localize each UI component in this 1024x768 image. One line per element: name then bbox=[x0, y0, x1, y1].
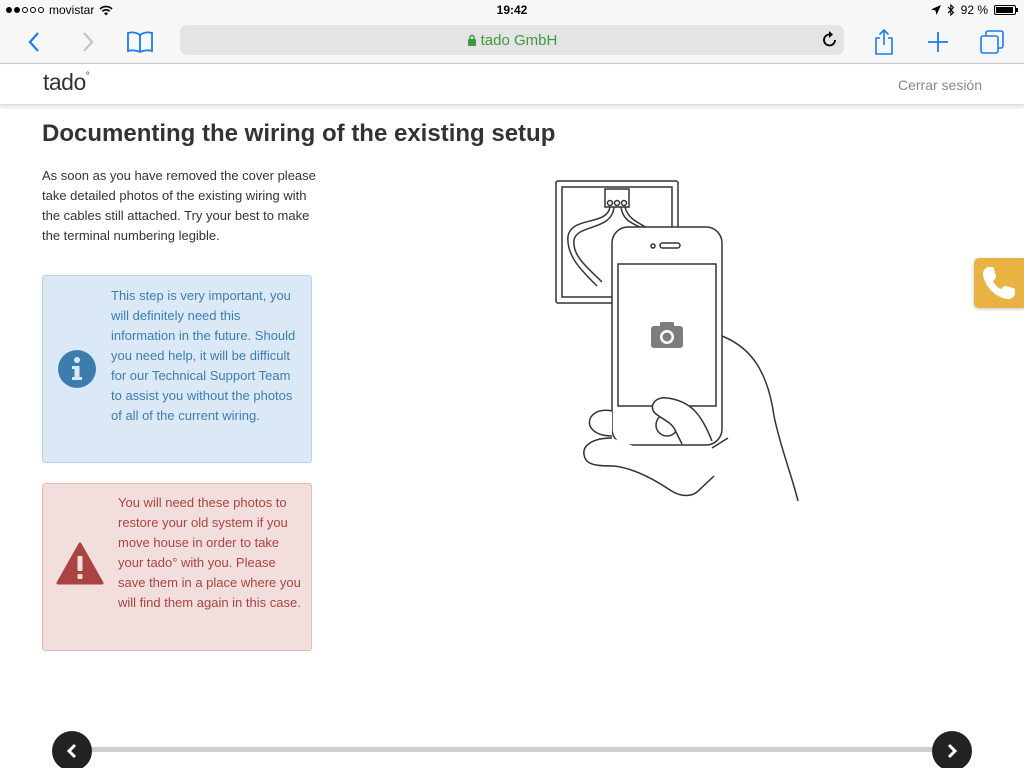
new-tab-button[interactable] bbox=[922, 26, 954, 58]
reload-button[interactable] bbox=[822, 30, 838, 53]
call-support-button[interactable] bbox=[974, 258, 1024, 308]
reload-icon bbox=[822, 30, 838, 48]
carrier-name: movistar bbox=[49, 3, 95, 17]
back-button[interactable] bbox=[18, 26, 50, 58]
battery-icon bbox=[994, 5, 1016, 15]
warning-callout bbox=[42, 483, 312, 651]
logout-link[interactable]: Cerrar sesión bbox=[897, 77, 982, 93]
info-icon bbox=[57, 349, 97, 395]
address-bar[interactable] bbox=[180, 25, 844, 55]
status-bar bbox=[0, 0, 1024, 20]
logo-text: tado bbox=[43, 69, 86, 95]
url-label: tado GmbH bbox=[480, 31, 558, 49]
battery-percent: 92 % bbox=[960, 3, 988, 17]
tabs-icon bbox=[979, 29, 1005, 55]
phone-icon bbox=[980, 264, 1018, 302]
warning-callout-text: You will need these photos to restore your old system if you move house in order to take your tado° with you. Please save them in a place where you will find them again in this case. bbox=[118, 495, 301, 610]
intro-text: As soon as you have removed the cover please take detailed photos of the existing wiring with the cables still attached. Try your best to make the terminal numbering legible. bbox=[42, 168, 316, 243]
logo-mark: ° bbox=[85, 71, 90, 82]
tado-logo[interactable] bbox=[43, 69, 89, 96]
bookmarks-button[interactable] bbox=[124, 26, 156, 58]
wiring-photo-illustration bbox=[552, 176, 812, 511]
tabs-button[interactable] bbox=[976, 26, 1008, 58]
back-icon bbox=[27, 31, 41, 53]
forward-icon bbox=[81, 31, 95, 53]
chevron-right-icon bbox=[944, 743, 960, 759]
share-icon bbox=[873, 28, 895, 56]
info-callout-text: This step is very important, you will definitely need this information in the future. Should you need help, it will be difficult for our Technical Support Team to assist you without the photos of all of the current wiring. bbox=[111, 288, 296, 423]
status-bar-right bbox=[931, 3, 1016, 17]
page-title: Documenting the wiring of the existing setup bbox=[42, 120, 556, 147]
bookmarks-icon bbox=[126, 30, 154, 54]
lock-icon bbox=[467, 34, 477, 46]
location-arrow-icon bbox=[931, 5, 941, 15]
site-header bbox=[0, 65, 1024, 105]
next-step-button[interactable] bbox=[932, 731, 972, 768]
clock: 19:42 bbox=[496, 3, 528, 17]
browser-toolbar bbox=[0, 20, 1024, 64]
new-tab-icon bbox=[927, 31, 949, 53]
info-callout bbox=[42, 275, 312, 463]
progress-track bbox=[70, 747, 954, 752]
share-button[interactable] bbox=[868, 26, 900, 58]
forward-button[interactable] bbox=[72, 26, 104, 58]
bluetooth-icon bbox=[947, 4, 955, 16]
previous-step-button[interactable] bbox=[52, 731, 92, 768]
warning-icon bbox=[56, 542, 104, 592]
chevron-left-icon bbox=[64, 743, 80, 759]
